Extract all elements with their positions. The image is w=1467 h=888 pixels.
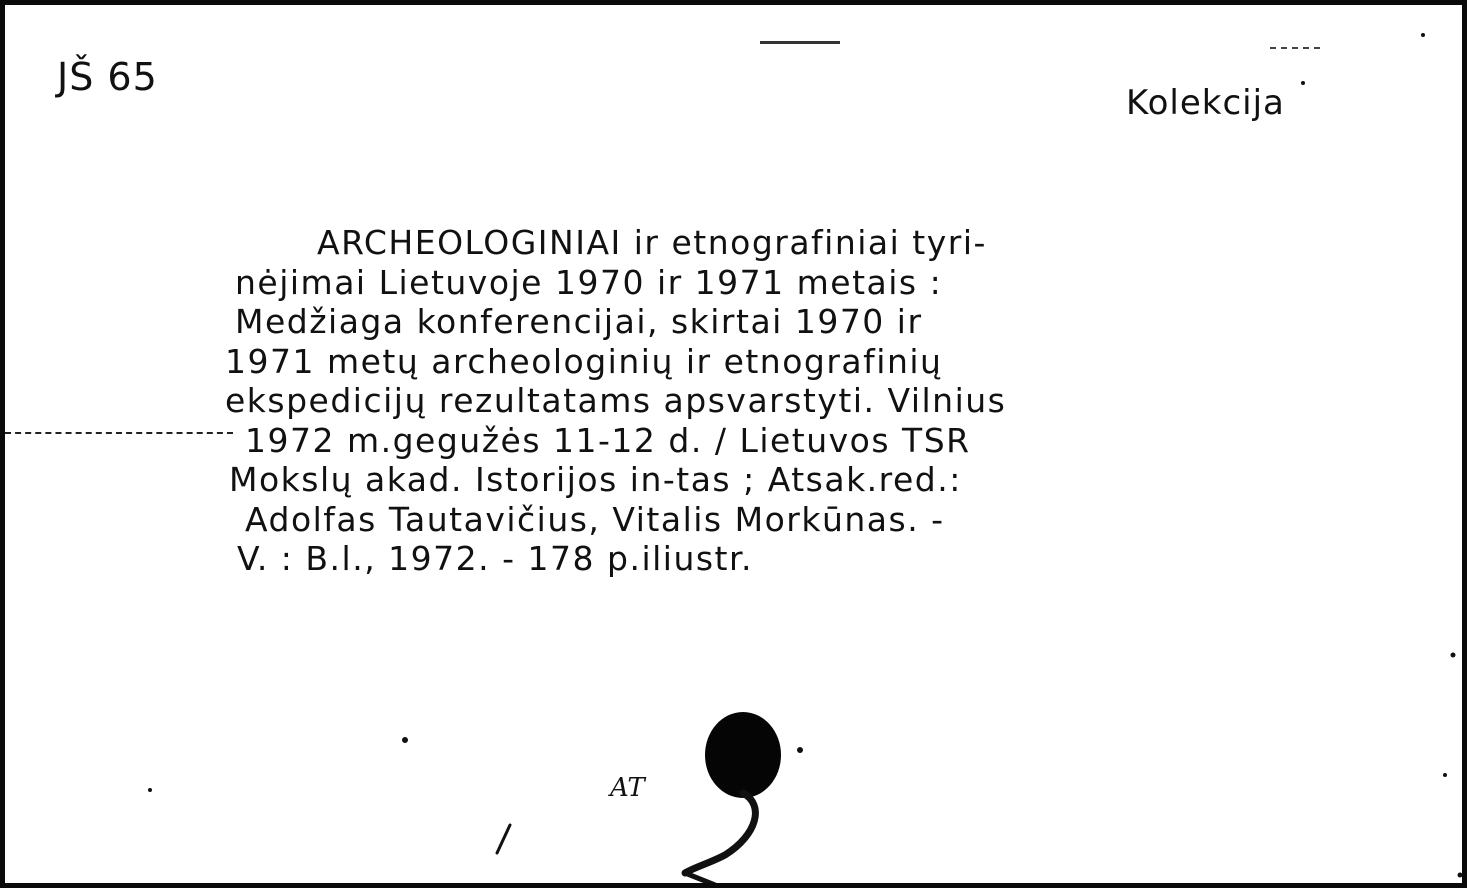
bibliographic-entry	[217, 223, 1392, 579]
entry-line: ARCHEOLOGINIAI ir etnografiniai tyri-	[317, 223, 987, 262]
handwritten-initials: AT	[610, 773, 645, 803]
entry-line: Medžiaga konferencijai, skirtai 1970 ir	[235, 302, 923, 341]
entry-line: 1972 m.gegužės 11-12 d. / Lietuvos TSR	[245, 420, 971, 460]
call-number: JŠ 65	[57, 55, 158, 99]
entry-line: Mokslų akad. Istorijos in-tas ; Atsak.red.:	[229, 460, 962, 499]
top-mark	[760, 41, 840, 44]
entry-line: 1971 metų archeologinių ir etnografinių	[225, 341, 943, 381]
entry-line: ekspedicijų rezultatams apsvarstyti. Vilnius	[225, 381, 1007, 420]
entry-line: V. : B.l., 1972. - 178 p.iliustr.	[237, 539, 754, 578]
collection-label: Kolekcija	[1126, 83, 1285, 123]
top-right-mark	[1270, 47, 1320, 49]
punch-hole	[705, 712, 781, 798]
entry-line: Adolfas Tautavičius, Vitalis Morkūnas. -	[245, 499, 945, 539]
entry-line: nėjimai Lietuvoje 1970 ir 1971 metais :	[235, 262, 943, 302]
cut-line	[5, 432, 233, 434]
